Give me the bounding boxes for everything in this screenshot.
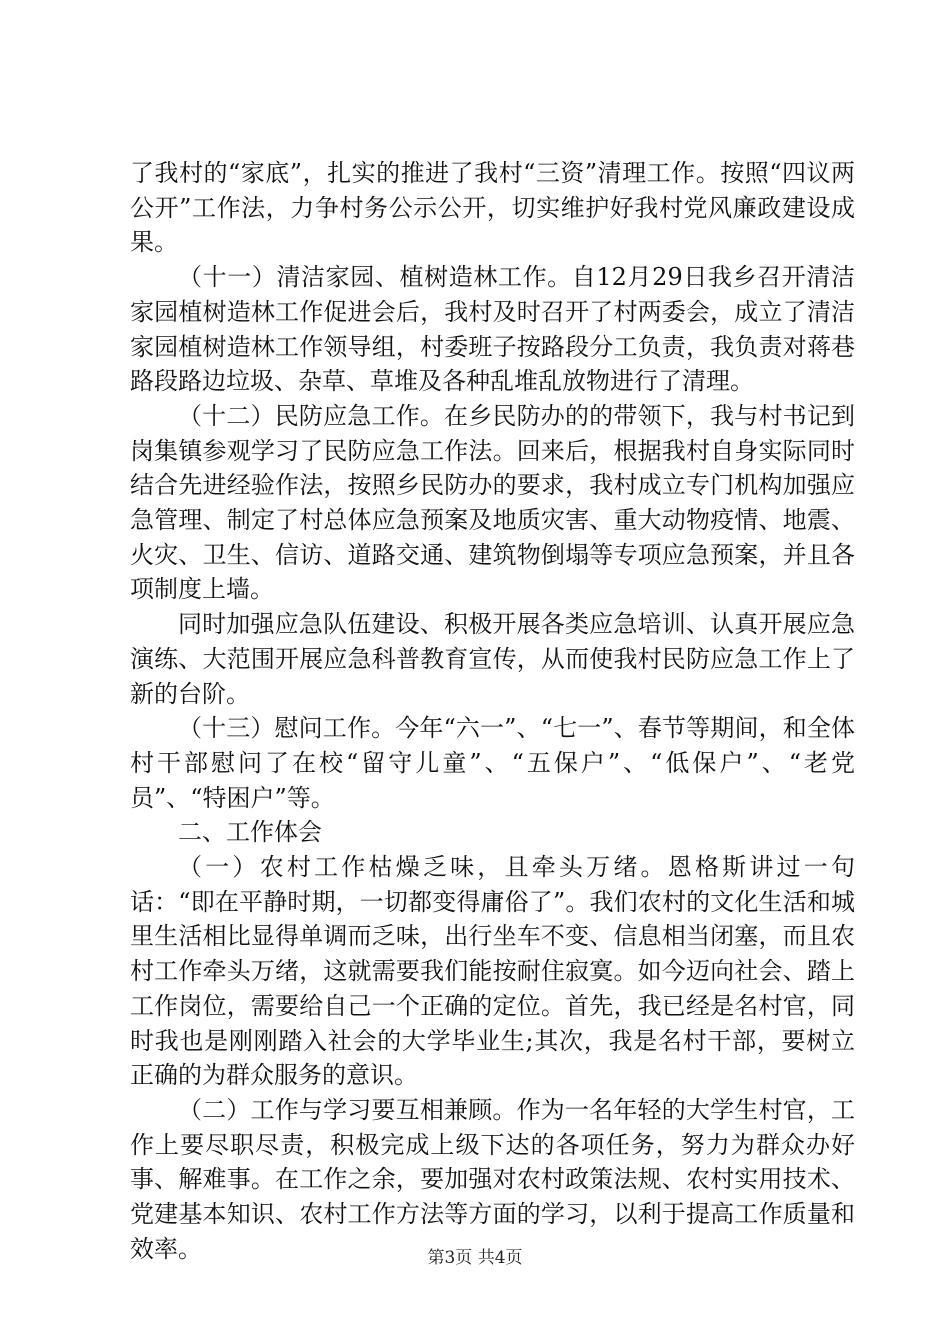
paragraph-item-13: （十三）慰问工作。今年“六一”、“七一”、春节等期间，和全体村干部慰问了在校“留守儿童”、“五保户”、“低保户”、“老党员”、“特困户”等。 bbox=[130, 714, 855, 812]
paragraph-experience-1: （一）农村工作枯燥乏味，且牵头万绪。恩格斯讲过一句话：“即在平静时期，一切都变得庸俗了”。我们农村的文化生活和城里生活相比显得单调而乏味，出行坐车不变、信息相当闭塞，而且农村工作牵头万绪，这就需要我们能按耐住寂寞。如今迈向社会、踏上工作岗位，需要给自己一个正确的定位。首先，我已经是名村官，同时我也是刚刚踏入社会的大学毕业生;其次，我是名村干部，要树立正确的为群众服务的意识。 bbox=[130, 853, 855, 1090]
paragraph-item-12: （十二）民防应急工作。在乡民防办的的带领下，我与村书记到岗集镇参观学习了民防应急工作法。回来后，根据我村自身实际同时结合先进经验作法，按照乡民防办的要求，我村成立专门机构加强应急管理、制定了村总体应急预案及地质灾害、重大动物疫情、地震、火灾、卫生、信访、道路交通、建筑物倒塌等专项应急预案，并且各项制度上墙。 bbox=[130, 401, 855, 604]
paragraph-item-11: （十一）清洁家园、植树造林工作。自12月29日我乡召开清洁家园植树造林工作促进会后，我村及时召开了村两委会，成立了清洁家园植树造林工作领导组，村委班子按路段分工负责，我负责对蒋巷路段路边垃圾、杂草、草堆及各种乱堆乱放物进行了清理。 bbox=[130, 263, 855, 396]
paragraph-item-12-cont: 同时加强应急队伍建设、积极开展各类应急培训、认真开展应急演练、大范围开展应急科普教育宣传，从而使我村民防应急工作上了新的台阶。 bbox=[130, 610, 855, 708]
document-body bbox=[130, 156, 855, 1267]
paragraph-continuation: 了我村的“家底”，扎实的推进了我村“三资”清理工作。按照“四议两公开”工作法，力争村务公示公开，切实维护好我村党风廉政建设成果。 bbox=[130, 159, 855, 257]
section-heading: 二、工作体会 bbox=[178, 818, 322, 847]
page-number: 第3页 共4页 bbox=[427, 1248, 523, 1268]
paragraph-experience-2: （二）工作与学习要互相兼顾。作为一名年轻的大学生村官，工作上要尽职尽责，积极完成上级下达的各项任务，努力为群众办好事、解难事。在工作之余，要加强对农村政策法规、农村实用技术、党建基本知识、农村工作方法等方面的学习，以利于提高工作质量和效率。 bbox=[130, 1095, 855, 1263]
